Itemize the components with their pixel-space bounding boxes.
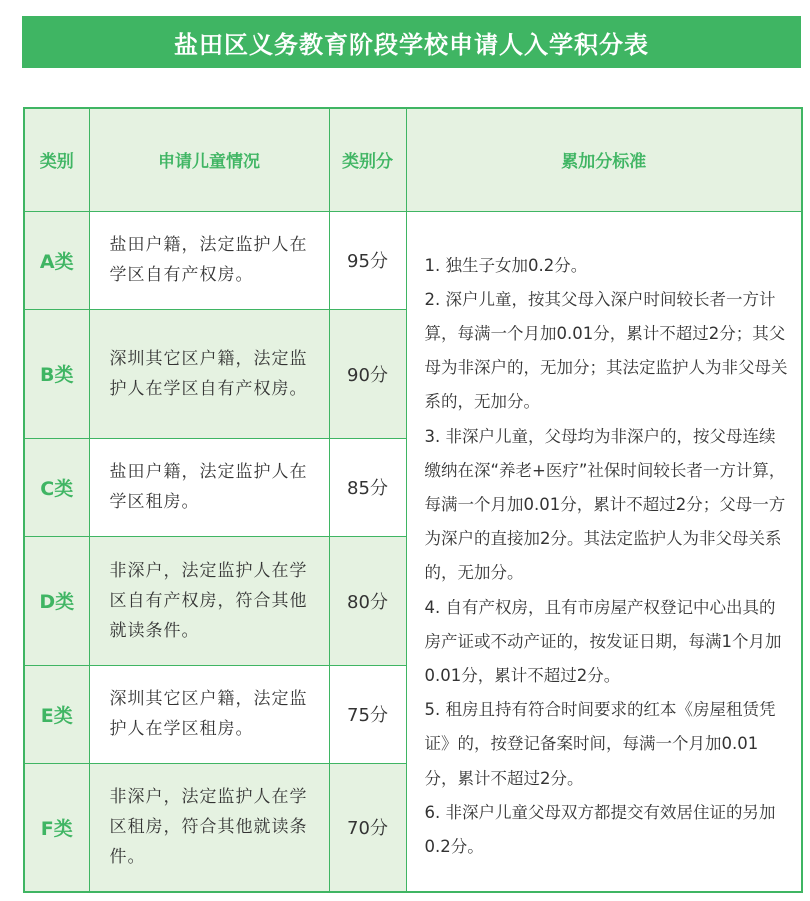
condition-cell: 盐田户籍，法定监护人在学区自有产权房。 [89,211,329,309]
bonus-item: 5. 租房且持有符合时间要求的红本《房屋租赁凭证》的，按登记备案时间，每满一个月加0.01分，累计不超过2分。 [424,700,776,788]
page-title: 盐田区义务教育阶段学校申请人入学积分表 [22,16,801,68]
bonus-item: 3. 非深户儿童，父母均为非深户的，按父母连续缴纳在深“养老+医疗”社保时间较长者一方计算，每满一个月加0.01分，累计不超过2分；父母一方为深户的直接加2分。其法定监护人为非父母关系的，无加分。 [424,426,786,583]
table-row [24,211,802,309]
condition-cell: 非深户，法定监护人在学区自有产权房，符合其他就读条件。 [89,536,329,665]
score-cell: 95分 [329,211,406,309]
category-cell: D类 [24,536,89,665]
category-cell: A类 [24,211,89,309]
category-cell: F类 [24,763,89,892]
category-cell: B类 [24,309,89,438]
bonus-item: 1. 独生子女加0.2分。 [424,255,588,275]
bonus-item: 6. 非深户儿童父母双方都提交有效居住证的另加0.2分。 [424,802,776,856]
score-cell: 70分 [329,763,406,892]
score-cell: 80分 [329,536,406,665]
score-table [23,107,803,893]
condition-cell: 深圳其它区户籍，法定监护人在学区自有产权房。 [89,309,329,438]
condition-cell: 非深户，法定监护人在学区租房，符合其他就读条件。 [89,763,329,892]
header-bonus: 累加分标准 [406,108,802,211]
condition-cell: 深圳其它区户籍，法定监护人在学区租房。 [89,665,329,763]
bonus-cell [406,211,802,892]
score-cell: 85分 [329,438,406,536]
table-header-row [24,108,802,211]
category-cell: C类 [24,438,89,536]
condition-cell: 盐田户籍，法定监护人在学区租房。 [89,438,329,536]
header-category: 类别 [24,108,89,211]
header-score: 类别分 [329,108,406,211]
header-condition: 申请儿童情况 [89,108,329,211]
score-cell: 90分 [329,309,406,438]
category-cell: E类 [24,665,89,763]
score-cell: 75分 [329,665,406,763]
bonus-item: 4. 自有产权房，且有市房屋产权登记中心出具的房产证或不动产证的，按发证日期，每满1个月加0.01分，累计不超过2分。 [424,597,782,685]
bonus-item: 2. 深户儿童，按其父母入深户时间较长者一方计算，每满一个月加0.01分，累计不超过2分；其父母为非深户的，无加分；其法定监护人为非父母关系的，无加分。 [424,289,788,412]
